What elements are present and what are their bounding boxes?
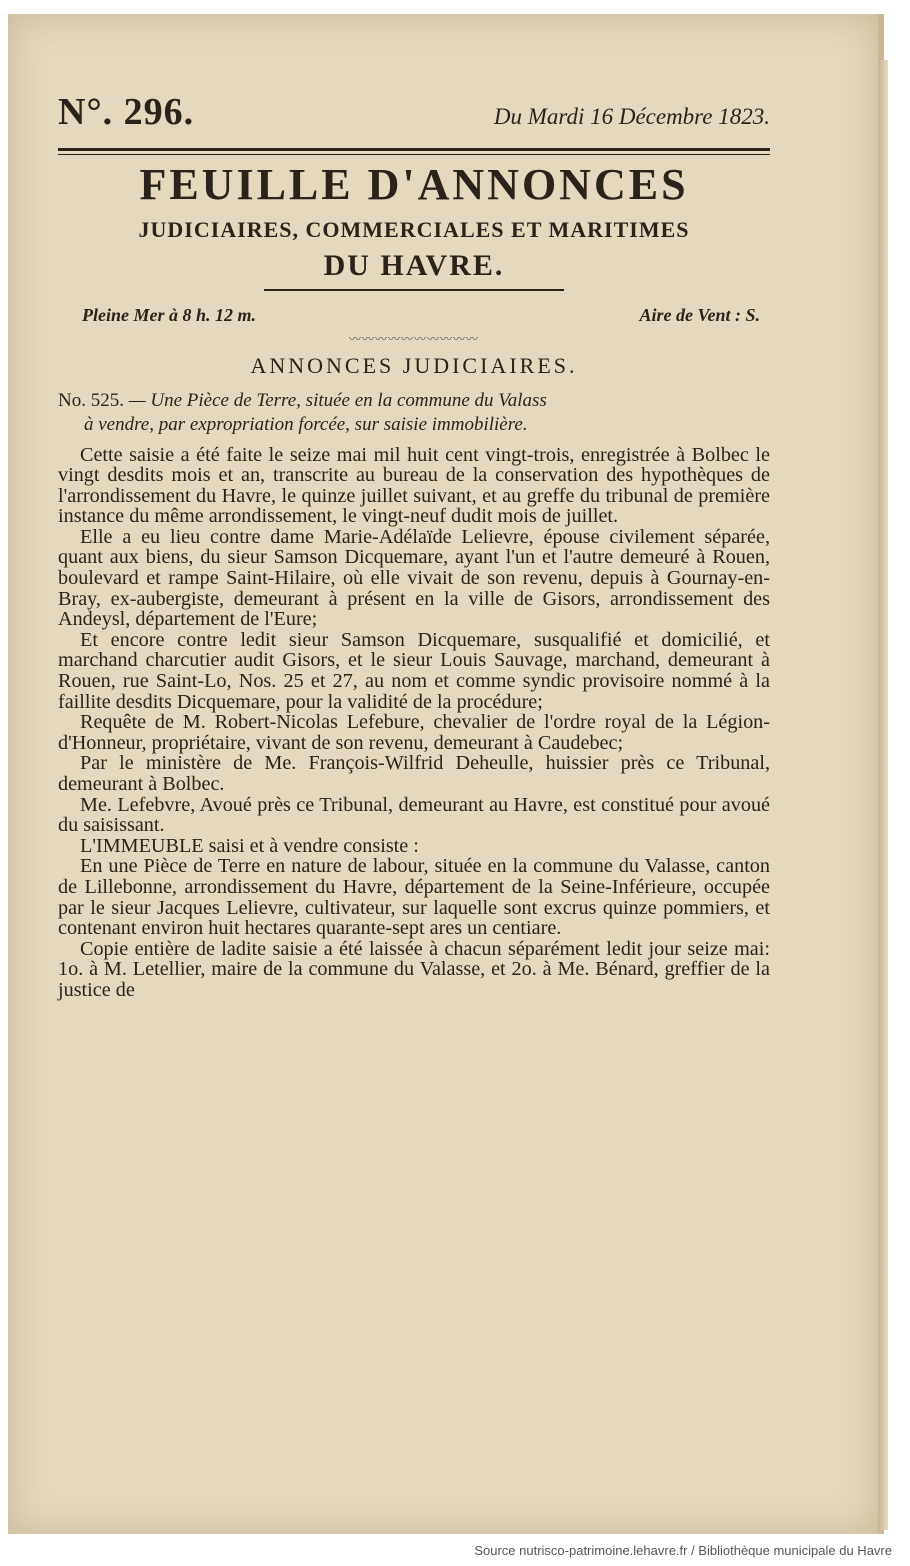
paragraph: Copie entière de ladite saisie a été laissée à chacun séparément ledit jour seize mai: 1o. à M. Letellier, maire de la commune du Valasse, et 2o. à Me. Bénard, greffier de la justice de [58, 937, 770, 1001]
masthead-subtitle: JUDICIAIRES, COMMERCIALES ET MARITIMES [138, 217, 690, 242]
notice-body [58, 445, 770, 1001]
section-title: ANNONCES JUDICIAIRES. [250, 353, 578, 378]
high-water: Pleine Mer à 8 h. 12 m. [82, 305, 256, 325]
issue-number: N°. 296. [58, 91, 195, 133]
notice-heading-line-2: à vendre, par expropriation forcée, sur saisie immobilière. [84, 413, 528, 435]
wave-ornament-divider: 〰〰〰〰〰〰〰〰〰〰 [348, 332, 479, 346]
page-edge [878, 60, 888, 1530]
notice-heading-line-1: — Une Pièce de Terre, située en la commune du Valass [128, 390, 547, 411]
paragraph: Me. Lefebvre, Avoué près ce Tribunal, demeurant au Havre, est constitué pour avoué du saisissant. [58, 793, 770, 837]
paragraph: Requête de M. Robert-Nicolas Lefebure, chevalier de l'ordre royal de la Légion-d'Honneur, propriétaire, vivant de son revenu, demeurant à Caudebec; [58, 711, 770, 754]
paragraph: Par le ministère de Me. François-Wilfrid Deheulle, huissier près ce Tribunal, demeurant à Bolbec. [58, 752, 770, 795]
source-credit: Source nutrisco-patrimoine.lehavre.fr / Bibliothèque municipale du Havre [474, 1543, 892, 1558]
masthead-rule [264, 289, 564, 291]
issue-date: Du Mardi 16 Décembre 1823. [493, 104, 770, 129]
paragraph: Et encore contre ledit sieur Samson Dicquemare, susqualifié et domicilié, et marchand charcutier audit Gisors, et le sieur Louis Sauvage, marchand, demeurant à Rouen, rue Saint-Lo, Nos. 25 et 27, au nom et comme syndic provisoire nommé à la faillite desdits Dicquemare, pour la validité de la procédure; [58, 628, 770, 713]
masthead-title: FEUILLE D'ANNONCES [139, 160, 689, 209]
page-content [58, 90, 770, 1001]
paragraph: Elle a eu lieu contre dame Marie-Adélaïde Lelievre, épouse civilement séparée, quant aux biens, du sieur Samson Dicquemare, ayant l'un et l'autre demeuré à Rouen, boulevard et rampe Saint-Hilaire, où elle vivait de son revenu, depuis à Gournay-en-Bray, ex-aubergiste, demeurant à présent en la ville de Gisors, arrondissement des Andeysl, département de l'Eure; [58, 525, 770, 631]
wind-direction: Aire de Vent : S. [639, 305, 760, 325]
header-rule [58, 148, 770, 155]
notice-number: No. 525. [58, 390, 124, 411]
paragraph: L'IMMEUBLE saisi et à vendre consiste : [80, 834, 419, 857]
header-row [58, 90, 770, 144]
tide-row [82, 305, 760, 326]
masthead-city: DU HAVRE. [323, 249, 505, 282]
paragraph: Cette saisie a été faite le seize mai mil huit cent vingt-trois, enregistrée à Bolbec le vingt desdits mois et an, transcrite au bureau de la conservation des hypothèques de l'arrondissement du Havre, le quinze juillet suivant, et au greffe du tribunal de première instance du même arrondissement, le vingt-neuf dudit mois de juillet. [58, 443, 770, 528]
paragraph: En une Pièce de Terre en nature de labour, située en la commune du Valasse, canton de Lillebonne, arrondissement du Havre, département de la Seine-Inférieure, occupée par le sieur Jacques Lelievre, cultivateur, sur laquelle sont excrus quinze pommiers, et contenant environ huit hectares quarante-sept ares un centiare. [58, 855, 770, 940]
notice-heading [58, 389, 770, 437]
